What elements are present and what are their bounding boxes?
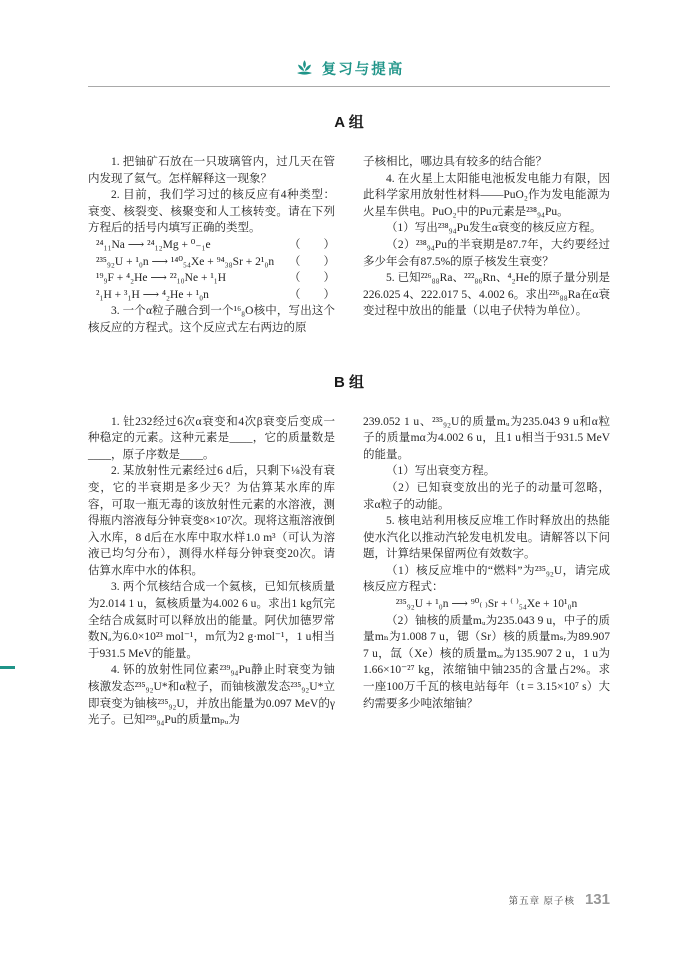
problem-a4-sub1: （1）写出²³⁸₉₄Pu发生α衰变的核反应方程。 xyxy=(386,222,602,235)
equation-a2-4 xyxy=(88,287,335,304)
problem-a5: 5. 已知²²⁶₈₈Ra、²²²₈₆Rn、⁴₂He的原子量分别是226.025 4、222.017 5、4.002 6。求出²²⁶₈₈Ra在α衰变过程中放出的能量（以电子伏特为单位）。 xyxy=(363,272,610,318)
problem-b2: 2. 某放射性元素经过6 d后，只剩下⅛没有衰变，它的半衰期是多少天？为估算某水库的库容，可取一瓶无毒的该放射性元素的水溶液，测得瓶内溶液每分钟衰变8×10⁷次。现将这瓶溶液倒入水库，8 d后在水库中取水样1.0 m³（可认为溶液已均匀分布），测得水样每分钟衰变20次。请估算水库中水的体积。 xyxy=(88,465,335,577)
equation-b5-fill: ²³⁵₉₂U + ¹₀n ⟶ ⁹⁰₍ ₎Sr + ⁽ ⁾₅₄Xe + 10¹₀n xyxy=(395,598,578,611)
problem-b1: 1. 钍232经过6次α衰变和4次β衰变后变成一种稳定的元素。这种元素是____，它的质量数是____，原子序数是____。 xyxy=(88,415,335,461)
answer-bracket: （ ） xyxy=(289,255,335,268)
problem-b4-sub1: （1）写出衰变方程。 xyxy=(386,465,496,478)
problem-b5: 5. 核电站利用核反应堆工作时释放出的热能使水汽化以推动汽轮发电机发电。请解答以下问题，计算结果保留两位有效数字。 xyxy=(363,515,610,561)
problem-b4-continued: 239.052 1 u、²³⁵₉₂U的质量mᵤ为235.043 9 u和α粒子的质量mα为4.002 6 u，且1 u相当于931.5 MeV的能量。 xyxy=(363,415,610,461)
equation-a2-1 xyxy=(88,237,335,254)
footer-chapter-label: 第五章 原子核 xyxy=(508,897,575,907)
problem-b4-sub2: （2）已知衰变放出的光子的动量可忽略，求α粒子的动能。 xyxy=(363,481,610,511)
section-b-left-column xyxy=(88,414,335,729)
header-banner-title: 复习与提高 xyxy=(321,62,405,78)
problem-a1: 1. 把铀矿石放在一只玻璃管内，过几天在管内发现了氦气。怎样解释这一现象？ xyxy=(88,156,335,185)
equation-a2-3 xyxy=(88,270,335,287)
section-a-right-column xyxy=(363,154,610,337)
problem-a3: 3. 一个α粒子融合到一个¹⁶₈O核中，写出这个核反应的方程式。这个反应式左右两边的原 xyxy=(88,305,335,334)
problem-a4: 4. 在火星上太阳能电池板发电能力有限，因此科学家用放射性材料——PuO₂作为发电能源为火星车供电。PuO₂中的Pu元素是²³⁸₉₄Pu。 xyxy=(363,172,610,218)
problem-b4: 4. 钚的放射性同位素²³⁹₉₄Pu静止时衰变为铀核激发态²³⁵₉₂U*和α粒子，而铀核激发态²³⁵₉₂U*立即衰变为铀核²³⁵₉₂U，并放出能量为0.097 MeV的γ光子。已知²³⁹₉₄Pu的质量mₚᵤ为 xyxy=(88,664,335,727)
answer-bracket: （ ） xyxy=(289,272,335,285)
problem-a4-sub2: （2）²³⁸₉₄Pu的半衰期是87.7年，大约要经过多少年会有87.5%的原子核发生衰变？ xyxy=(363,238,610,268)
header-divider xyxy=(88,86,610,87)
header-brand xyxy=(88,58,610,79)
footer-page-number: 131 xyxy=(584,891,610,908)
section-b-columns xyxy=(88,414,610,729)
section-a-columns xyxy=(88,154,610,337)
problem-a3-continued: 子核相比，哪边具有较多的结合能？ xyxy=(363,156,547,168)
equation-formula: ²³⁵₉₂U + ¹₀n ⟶ ¹⁴⁰₅₄Xe + ⁹⁴₃₈Sr + 2¹₀n xyxy=(96,255,275,268)
answer-bracket: （ ） xyxy=(289,238,335,251)
section-b-right-column xyxy=(363,414,610,729)
equation-formula: ¹⁹₉F + ⁴₂He ⟶ ²²₁₀Ne + ¹₁H xyxy=(96,272,227,285)
equation-a2-2 xyxy=(88,254,335,271)
problem-b3: 3. 两个氘核结合成一个氦核，已知氘核质量为2.014 1 u，氦核质量为4.002 6 u。求出1 kg氘完全结合成氦时可以释放出的能量。阿伏加德罗常数Nₐ为6.0×10²³ mol⁻¹，m氘为2 g·mol⁻¹，1 u相当于931.5 MeV的能量。 xyxy=(88,581,335,660)
problem-b5-sub1: （1）核反应堆中的“燃料”为²³⁵₉₂U，请完成核反应方程式： xyxy=(363,564,610,594)
section-a-heading: A 组 xyxy=(334,114,364,131)
answer-bracket: （ ） xyxy=(289,288,335,301)
equation-formula: ²₁H + ³₁H ⟶ ⁴₂He + ¹₀n xyxy=(96,288,209,301)
section-a-left-column xyxy=(88,154,335,337)
equation-formula: ²⁴₁₁Na ⟶ ²⁴₁₂Mg + ⁰₋₁e xyxy=(96,238,211,251)
problem-b5-sub2: （2）铀核的质量mᵤ为235.043 9 u，中子的质量mₙ为1.008 7 u，锶（Sr）核的质量mₛᵣ为89.907 7 u，氙（Xe）核的质量mₓₑ为135.907 2 u，1 u为1.66×10⁻²⁷ kg，浓缩铀中铀235的含量占2%。求一座100万千瓦的核电站每年（t = 3.15×10⁷ s）大约需要多少吨浓缩铀？ xyxy=(363,614,610,710)
page-header xyxy=(88,58,610,87)
problem-a2: 2. 目前，我们学习过的核反应有4种类型：衰变、核裂变、核聚变和人工核转变。请在下列方程后的括号内填写正确的类型。 xyxy=(88,189,335,235)
section-b-heading: B 组 xyxy=(333,373,364,391)
page-footer xyxy=(509,891,610,908)
page-edge-mark xyxy=(0,666,15,669)
publisher-logo-icon xyxy=(294,58,315,79)
